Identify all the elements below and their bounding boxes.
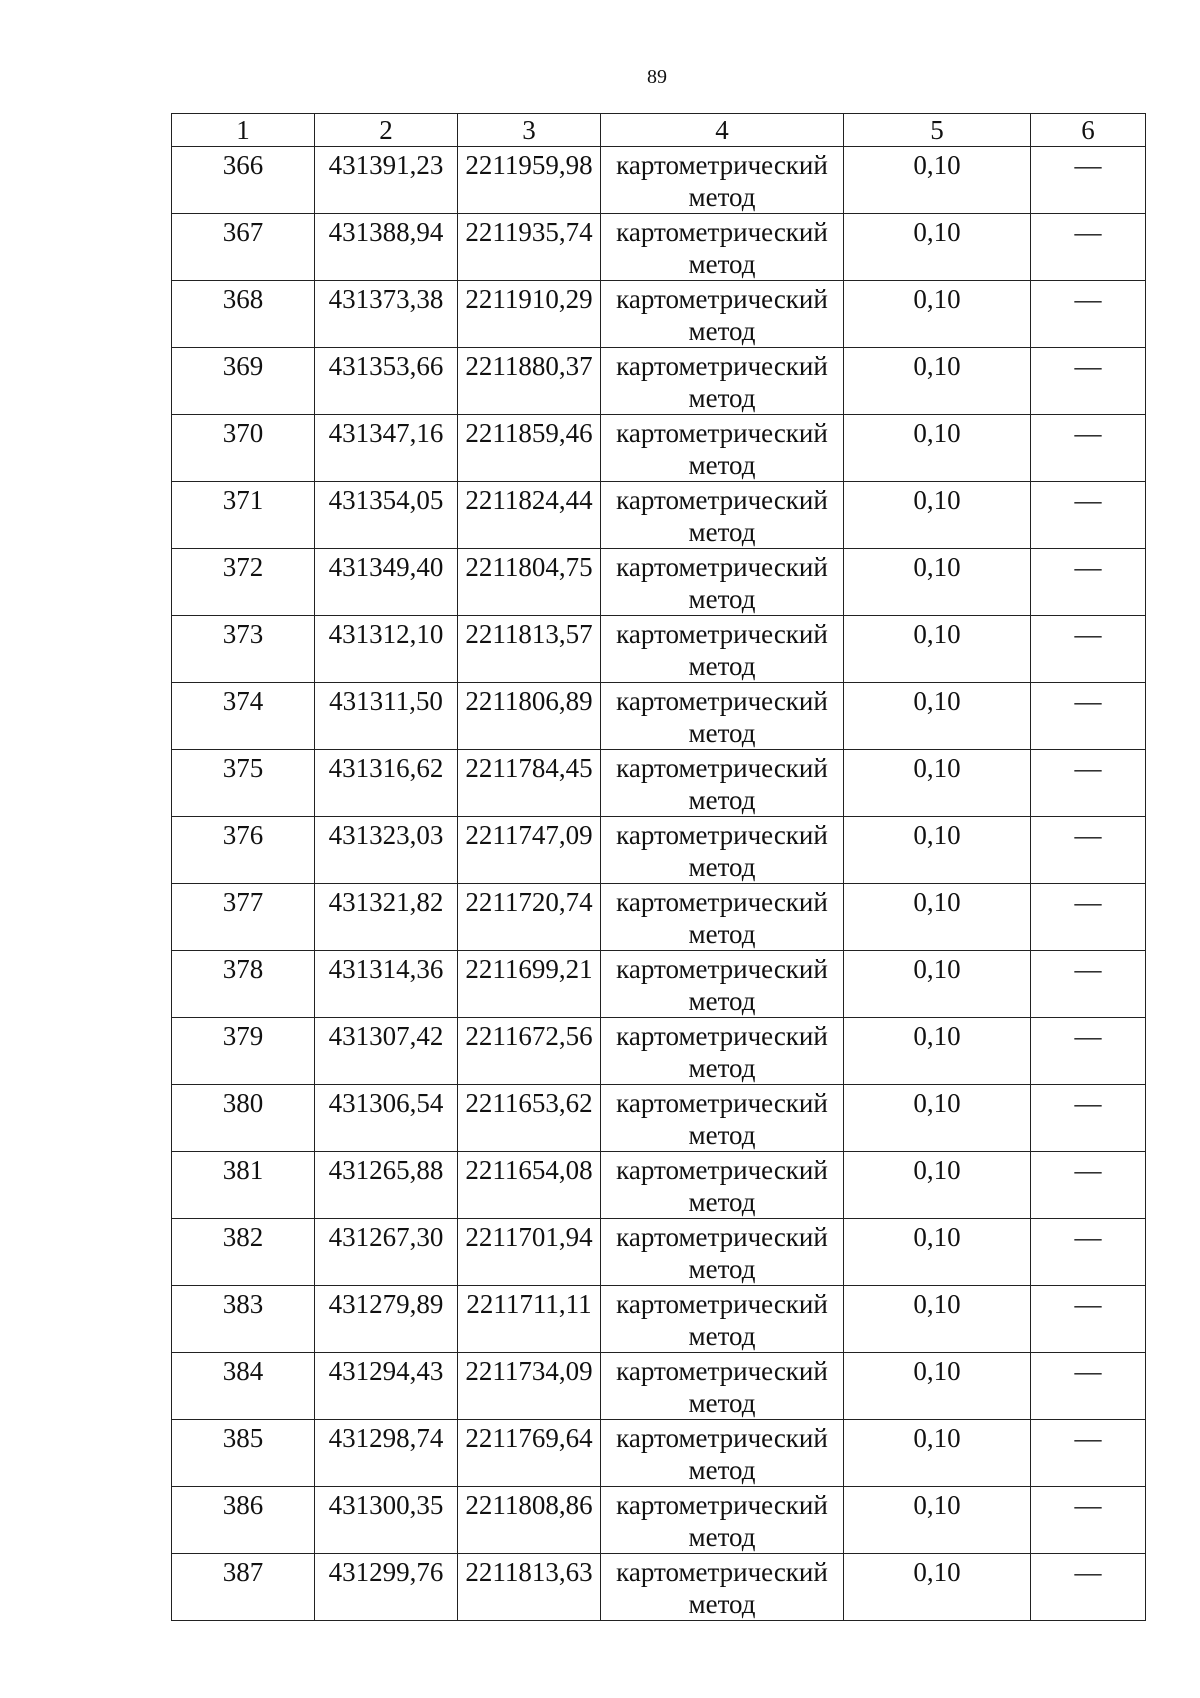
method-cell: картометрический метод (601, 884, 844, 951)
y-coordinate-cell: 2211653,62 (458, 1085, 601, 1152)
note-cell: — (1031, 147, 1146, 214)
note-cell: — (1031, 1420, 1146, 1487)
table-row (172, 1420, 1146, 1487)
y-coordinate-cell: 2211808,86 (458, 1487, 601, 1554)
header-col-1: 1 (172, 114, 315, 147)
method-cell: картометрический метод (601, 951, 844, 1018)
x-coordinate-cell: 431323,03 (315, 817, 458, 884)
accuracy-cell: 0,10 (844, 683, 1031, 750)
accuracy-cell: 0,10 (844, 1219, 1031, 1286)
x-coordinate-cell: 431279,89 (315, 1286, 458, 1353)
point-number-cell: 387 (172, 1554, 315, 1621)
point-number-cell: 381 (172, 1152, 315, 1219)
accuracy-cell: 0,10 (844, 1554, 1031, 1621)
header-col-3: 3 (458, 114, 601, 147)
accuracy-cell: 0,10 (844, 348, 1031, 415)
point-number-cell: 373 (172, 616, 315, 683)
x-coordinate-cell: 431307,42 (315, 1018, 458, 1085)
note-cell: — (1031, 1018, 1146, 1085)
x-coordinate-cell: 431354,05 (315, 482, 458, 549)
y-coordinate-cell: 2211935,74 (458, 214, 601, 281)
note-cell: — (1031, 214, 1146, 281)
y-coordinate-cell: 2211699,21 (458, 951, 601, 1018)
note-cell: — (1031, 549, 1146, 616)
point-number-cell: 367 (172, 214, 315, 281)
y-coordinate-cell: 2211654,08 (458, 1152, 601, 1219)
table-row (172, 1152, 1146, 1219)
point-number-cell: 379 (172, 1018, 315, 1085)
x-coordinate-cell: 431306,54 (315, 1085, 458, 1152)
header-col-5: 5 (844, 114, 1031, 147)
accuracy-cell: 0,10 (844, 281, 1031, 348)
x-coordinate-cell: 431353,66 (315, 348, 458, 415)
y-coordinate-cell: 2211769,64 (458, 1420, 601, 1487)
x-coordinate-cell: 431391,23 (315, 147, 458, 214)
accuracy-cell: 0,10 (844, 884, 1031, 951)
method-cell: картометрический метод (601, 817, 844, 884)
accuracy-cell: 0,10 (844, 1085, 1031, 1152)
note-cell: — (1031, 415, 1146, 482)
method-cell: картометрический метод (601, 482, 844, 549)
point-number-cell: 375 (172, 750, 315, 817)
x-coordinate-cell: 431311,50 (315, 683, 458, 750)
y-coordinate-cell: 2211910,29 (458, 281, 601, 348)
accuracy-cell: 0,10 (844, 482, 1031, 549)
point-number-cell: 377 (172, 884, 315, 951)
y-coordinate-cell: 2211959,98 (458, 147, 601, 214)
header-col-2: 2 (315, 114, 458, 147)
table-row (172, 415, 1146, 482)
x-coordinate-cell: 431267,30 (315, 1219, 458, 1286)
y-coordinate-cell: 2211806,89 (458, 683, 601, 750)
point-number-cell: 385 (172, 1420, 315, 1487)
header-row (172, 114, 1146, 147)
x-coordinate-cell: 431373,38 (315, 281, 458, 348)
note-cell: — (1031, 281, 1146, 348)
y-coordinate-cell: 2211824,44 (458, 482, 601, 549)
header-col-6: 6 (1031, 114, 1146, 147)
table-row (172, 1018, 1146, 1085)
table-row (172, 951, 1146, 1018)
method-cell: картометрический метод (601, 1219, 844, 1286)
method-cell: картометрический метод (601, 1085, 844, 1152)
x-coordinate-cell: 431316,62 (315, 750, 458, 817)
y-coordinate-cell: 2211747,09 (458, 817, 601, 884)
accuracy-cell: 0,10 (844, 214, 1031, 281)
x-coordinate-cell: 431347,16 (315, 415, 458, 482)
x-coordinate-cell: 431298,74 (315, 1420, 458, 1487)
accuracy-cell: 0,10 (844, 1286, 1031, 1353)
y-coordinate-cell: 2211701,94 (458, 1219, 601, 1286)
y-coordinate-cell: 2211804,75 (458, 549, 601, 616)
y-coordinate-cell: 2211784,45 (458, 750, 601, 817)
note-cell: — (1031, 1554, 1146, 1621)
note-cell: — (1031, 817, 1146, 884)
accuracy-cell: 0,10 (844, 549, 1031, 616)
table-row (172, 616, 1146, 683)
note-cell: — (1031, 1353, 1146, 1420)
accuracy-cell: 0,10 (844, 415, 1031, 482)
method-cell: картометрический метод (601, 1018, 844, 1085)
y-coordinate-cell: 2211813,63 (458, 1554, 601, 1621)
coordinates-table (171, 113, 1146, 1621)
method-cell: картометрический метод (601, 214, 844, 281)
table-row (172, 549, 1146, 616)
table-row (172, 348, 1146, 415)
note-cell: — (1031, 1152, 1146, 1219)
note-cell: — (1031, 884, 1146, 951)
point-number-cell: 368 (172, 281, 315, 348)
accuracy-cell: 0,10 (844, 616, 1031, 683)
note-cell: — (1031, 1219, 1146, 1286)
point-number-cell: 370 (172, 415, 315, 482)
table-row (172, 1085, 1146, 1152)
y-coordinate-cell: 2211734,09 (458, 1353, 601, 1420)
table-row (172, 683, 1146, 750)
table-row (172, 750, 1146, 817)
x-coordinate-cell: 431321,82 (315, 884, 458, 951)
table-header (172, 114, 1146, 147)
point-number-cell: 378 (172, 951, 315, 1018)
method-cell: картометрический метод (601, 348, 844, 415)
point-number-cell: 386 (172, 1487, 315, 1554)
method-cell: картометрический метод (601, 1286, 844, 1353)
table-row (172, 817, 1146, 884)
table-body (172, 147, 1146, 1621)
accuracy-cell: 0,10 (844, 1420, 1031, 1487)
point-number-cell: 384 (172, 1353, 315, 1420)
method-cell: картометрический метод (601, 281, 844, 348)
method-cell: картометрический метод (601, 549, 844, 616)
note-cell: — (1031, 1487, 1146, 1554)
point-number-cell: 376 (172, 817, 315, 884)
x-coordinate-cell: 431265,88 (315, 1152, 458, 1219)
accuracy-cell: 0,10 (844, 750, 1031, 817)
point-number-cell: 372 (172, 549, 315, 616)
method-cell: картометрический метод (601, 1353, 844, 1420)
table-row (172, 1353, 1146, 1420)
x-coordinate-cell: 431349,40 (315, 549, 458, 616)
x-coordinate-cell: 431294,43 (315, 1353, 458, 1420)
table-row (172, 214, 1146, 281)
note-cell: — (1031, 1286, 1146, 1353)
accuracy-cell: 0,10 (844, 951, 1031, 1018)
method-cell: картометрический метод (601, 415, 844, 482)
note-cell: — (1031, 1085, 1146, 1152)
table-row (172, 482, 1146, 549)
method-cell: картометрический метод (601, 1487, 844, 1554)
table-row (172, 884, 1146, 951)
note-cell: — (1031, 616, 1146, 683)
page-number: 89 (647, 66, 667, 88)
x-coordinate-cell: 431312,10 (315, 616, 458, 683)
accuracy-cell: 0,10 (844, 1353, 1031, 1420)
note-cell: — (1031, 482, 1146, 549)
y-coordinate-cell: 2211720,74 (458, 884, 601, 951)
accuracy-cell: 0,10 (844, 1152, 1031, 1219)
accuracy-cell: 0,10 (844, 817, 1031, 884)
note-cell: — (1031, 951, 1146, 1018)
point-number-cell: 383 (172, 1286, 315, 1353)
x-coordinate-cell: 431300,35 (315, 1487, 458, 1554)
accuracy-cell: 0,10 (844, 1487, 1031, 1554)
table-row (172, 1554, 1146, 1621)
accuracy-cell: 0,10 (844, 1018, 1031, 1085)
note-cell: — (1031, 750, 1146, 817)
y-coordinate-cell: 2211672,56 (458, 1018, 601, 1085)
y-coordinate-cell: 2211813,57 (458, 616, 601, 683)
y-coordinate-cell: 2211711,11 (458, 1286, 601, 1353)
point-number-cell: 371 (172, 482, 315, 549)
x-coordinate-cell: 431314,36 (315, 951, 458, 1018)
header-col-4: 4 (601, 114, 844, 147)
point-number-cell: 369 (172, 348, 315, 415)
accuracy-cell: 0,10 (844, 147, 1031, 214)
method-cell: картометрический метод (601, 683, 844, 750)
method-cell: картометрический метод (601, 750, 844, 817)
method-cell: картометрический метод (601, 616, 844, 683)
method-cell: картометрический метод (601, 147, 844, 214)
point-number-cell: 382 (172, 1219, 315, 1286)
x-coordinate-cell: 431299,76 (315, 1554, 458, 1621)
y-coordinate-cell: 2211859,46 (458, 415, 601, 482)
method-cell: картометрический метод (601, 1152, 844, 1219)
y-coordinate-cell: 2211880,37 (458, 348, 601, 415)
table-row (172, 1487, 1146, 1554)
point-number-cell: 374 (172, 683, 315, 750)
note-cell: — (1031, 683, 1146, 750)
table-row (172, 1219, 1146, 1286)
note-cell: — (1031, 348, 1146, 415)
point-number-cell: 380 (172, 1085, 315, 1152)
x-coordinate-cell: 431388,94 (315, 214, 458, 281)
method-cell: картометрический метод (601, 1420, 844, 1487)
point-number-cell: 366 (172, 147, 315, 214)
table-row (172, 147, 1146, 214)
table-row (172, 281, 1146, 348)
table-row (172, 1286, 1146, 1353)
method-cell: картометрический метод (601, 1554, 844, 1621)
